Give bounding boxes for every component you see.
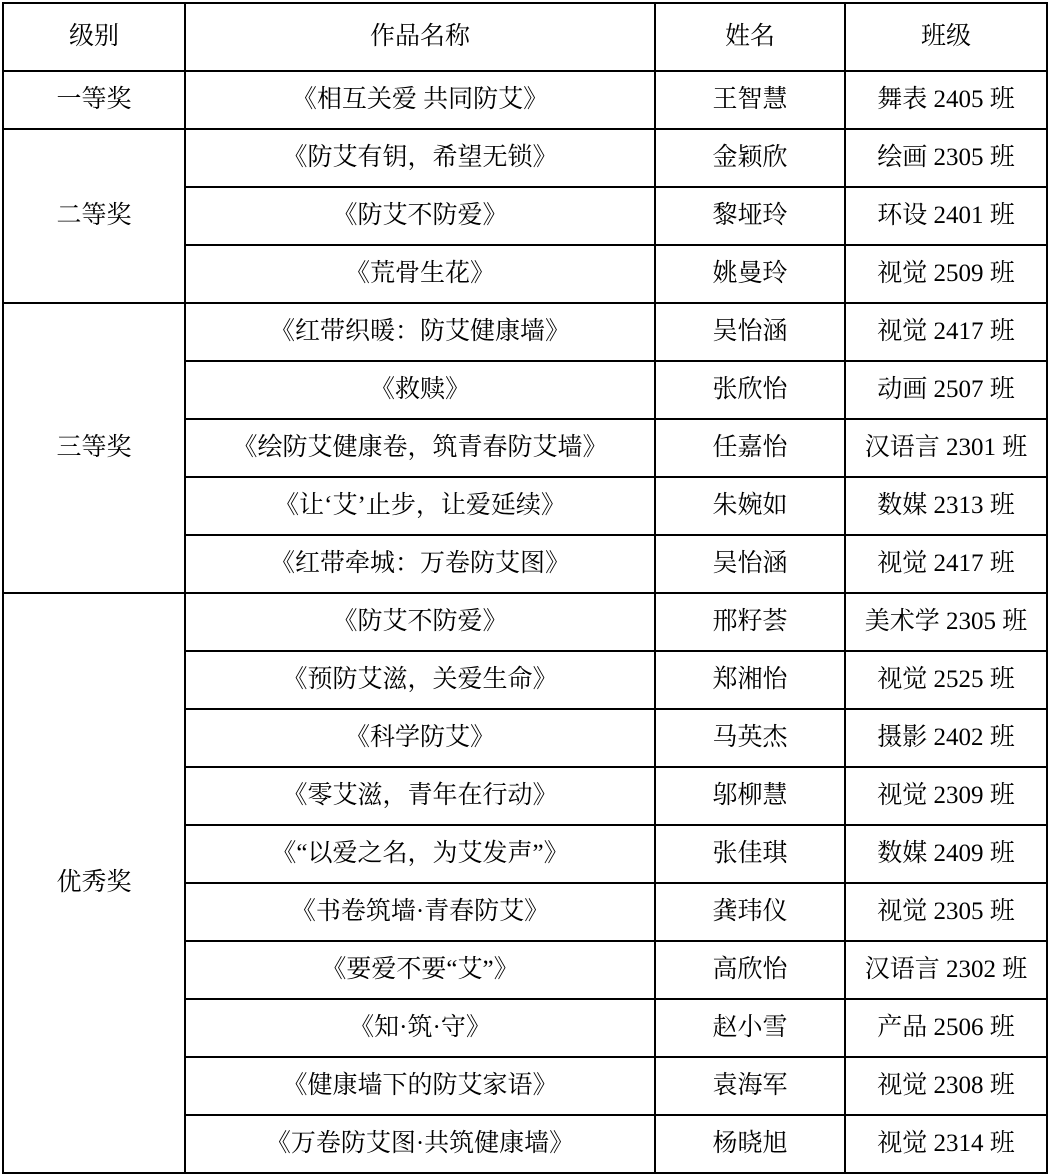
cell-work-title: 《防艾不防爱》 — [185, 187, 655, 245]
cell-work-title: 《预防艾滋，关爱生命》 — [185, 651, 655, 709]
cell-work-title: 《科学防艾》 — [185, 709, 655, 767]
cell-work-title: 《万卷防艾图·共筑健康墙》 — [185, 1115, 655, 1173]
cell-class: 动画 2507 班 — [845, 361, 1047, 419]
cell-class: 舞表 2405 班 — [845, 71, 1047, 129]
cell-work-title: 《荒骨生花》 — [185, 245, 655, 303]
table-header — [3, 3, 1047, 71]
cell-class: 汉语言 2301 班 — [845, 419, 1047, 477]
cell-class: 视觉 2417 班 — [845, 303, 1047, 361]
cell-class: 视觉 2509 班 — [845, 245, 1047, 303]
cell-award-level: 一等奖 — [3, 71, 185, 129]
cell-work-title: 《知·筑·守》 — [185, 999, 655, 1057]
cell-work-title: 《救赎》 — [185, 361, 655, 419]
cell-work-title: 《零艾滋，青年在行动》 — [185, 767, 655, 825]
cell-student-name: 黎垭玲 — [655, 187, 845, 245]
table-row — [3, 129, 1047, 187]
cell-class: 视觉 2314 班 — [845, 1115, 1047, 1173]
cell-award-level: 三等奖 — [3, 303, 185, 593]
cell-class: 产品 2506 班 — [845, 999, 1047, 1057]
cell-class: 视觉 2525 班 — [845, 651, 1047, 709]
column-header-name: 姓名 — [655, 3, 845, 71]
cell-award-level: 优秀奖 — [3, 593, 185, 1173]
cell-student-name: 朱婉如 — [655, 477, 845, 535]
cell-student-name: 马英杰 — [655, 709, 845, 767]
cell-student-name: 龚玮仪 — [655, 883, 845, 941]
cell-work-title: 《防艾不防爱》 — [185, 593, 655, 651]
cell-student-name: 张佳琪 — [655, 825, 845, 883]
table-header-row — [3, 3, 1047, 71]
cell-student-name: 吴怡涵 — [655, 535, 845, 593]
cell-student-name: 郑湘怡 — [655, 651, 845, 709]
cell-work-title: 《红带织暖：防艾健康墙》 — [185, 303, 655, 361]
cell-student-name: 杨晓旭 — [655, 1115, 845, 1173]
column-header-class: 班级 — [845, 3, 1047, 71]
table-row — [3, 593, 1047, 651]
cell-work-title: 《要爱不要“艾”》 — [185, 941, 655, 999]
table-row — [3, 71, 1047, 129]
column-header-level: 级别 — [3, 3, 185, 71]
cell-student-name: 邢籽荟 — [655, 593, 845, 651]
cell-work-title: 《健康墙下的防艾家语》 — [185, 1057, 655, 1115]
cell-work-title: 《相互关爱 共同防艾》 — [185, 71, 655, 129]
cell-class: 视觉 2309 班 — [845, 767, 1047, 825]
cell-student-name: 姚曼玲 — [655, 245, 845, 303]
cell-class: 数媒 2409 班 — [845, 825, 1047, 883]
cell-work-title: 《红带牵城：万卷防艾图》 — [185, 535, 655, 593]
cell-student-name: 王智慧 — [655, 71, 845, 129]
cell-class: 美术学 2305 班 — [845, 593, 1047, 651]
award-results-table — [2, 2, 1048, 1174]
cell-student-name: 赵小雪 — [655, 999, 845, 1057]
cell-work-title: 《绘防艾健康卷，筑青春防艾墙》 — [185, 419, 655, 477]
cell-class: 数媒 2313 班 — [845, 477, 1047, 535]
cell-class: 摄影 2402 班 — [845, 709, 1047, 767]
cell-student-name: 袁海军 — [655, 1057, 845, 1115]
cell-work-title: 《书卷筑墙·青春防艾》 — [185, 883, 655, 941]
cell-work-title: 《“以爱之名，为艾发声”》 — [185, 825, 655, 883]
cell-work-title: 《让‘艾’止步，让爱延续》 — [185, 477, 655, 535]
cell-student-name: 邬柳慧 — [655, 767, 845, 825]
column-header-title: 作品名称 — [185, 3, 655, 71]
cell-class: 视觉 2308 班 — [845, 1057, 1047, 1115]
cell-student-name: 任嘉怡 — [655, 419, 845, 477]
cell-student-name: 张欣怡 — [655, 361, 845, 419]
cell-class: 汉语言 2302 班 — [845, 941, 1047, 999]
cell-class: 视觉 2305 班 — [845, 883, 1047, 941]
cell-class: 视觉 2417 班 — [845, 535, 1047, 593]
cell-class: 环设 2401 班 — [845, 187, 1047, 245]
cell-student-name: 吴怡涵 — [655, 303, 845, 361]
cell-work-title: 《防艾有钥，希望无锁》 — [185, 129, 655, 187]
table-row — [3, 303, 1047, 361]
cell-student-name: 高欣怡 — [655, 941, 845, 999]
table-body — [3, 71, 1047, 1173]
cell-award-level: 二等奖 — [3, 129, 185, 303]
cell-student-name: 金颖欣 — [655, 129, 845, 187]
cell-class: 绘画 2305 班 — [845, 129, 1047, 187]
